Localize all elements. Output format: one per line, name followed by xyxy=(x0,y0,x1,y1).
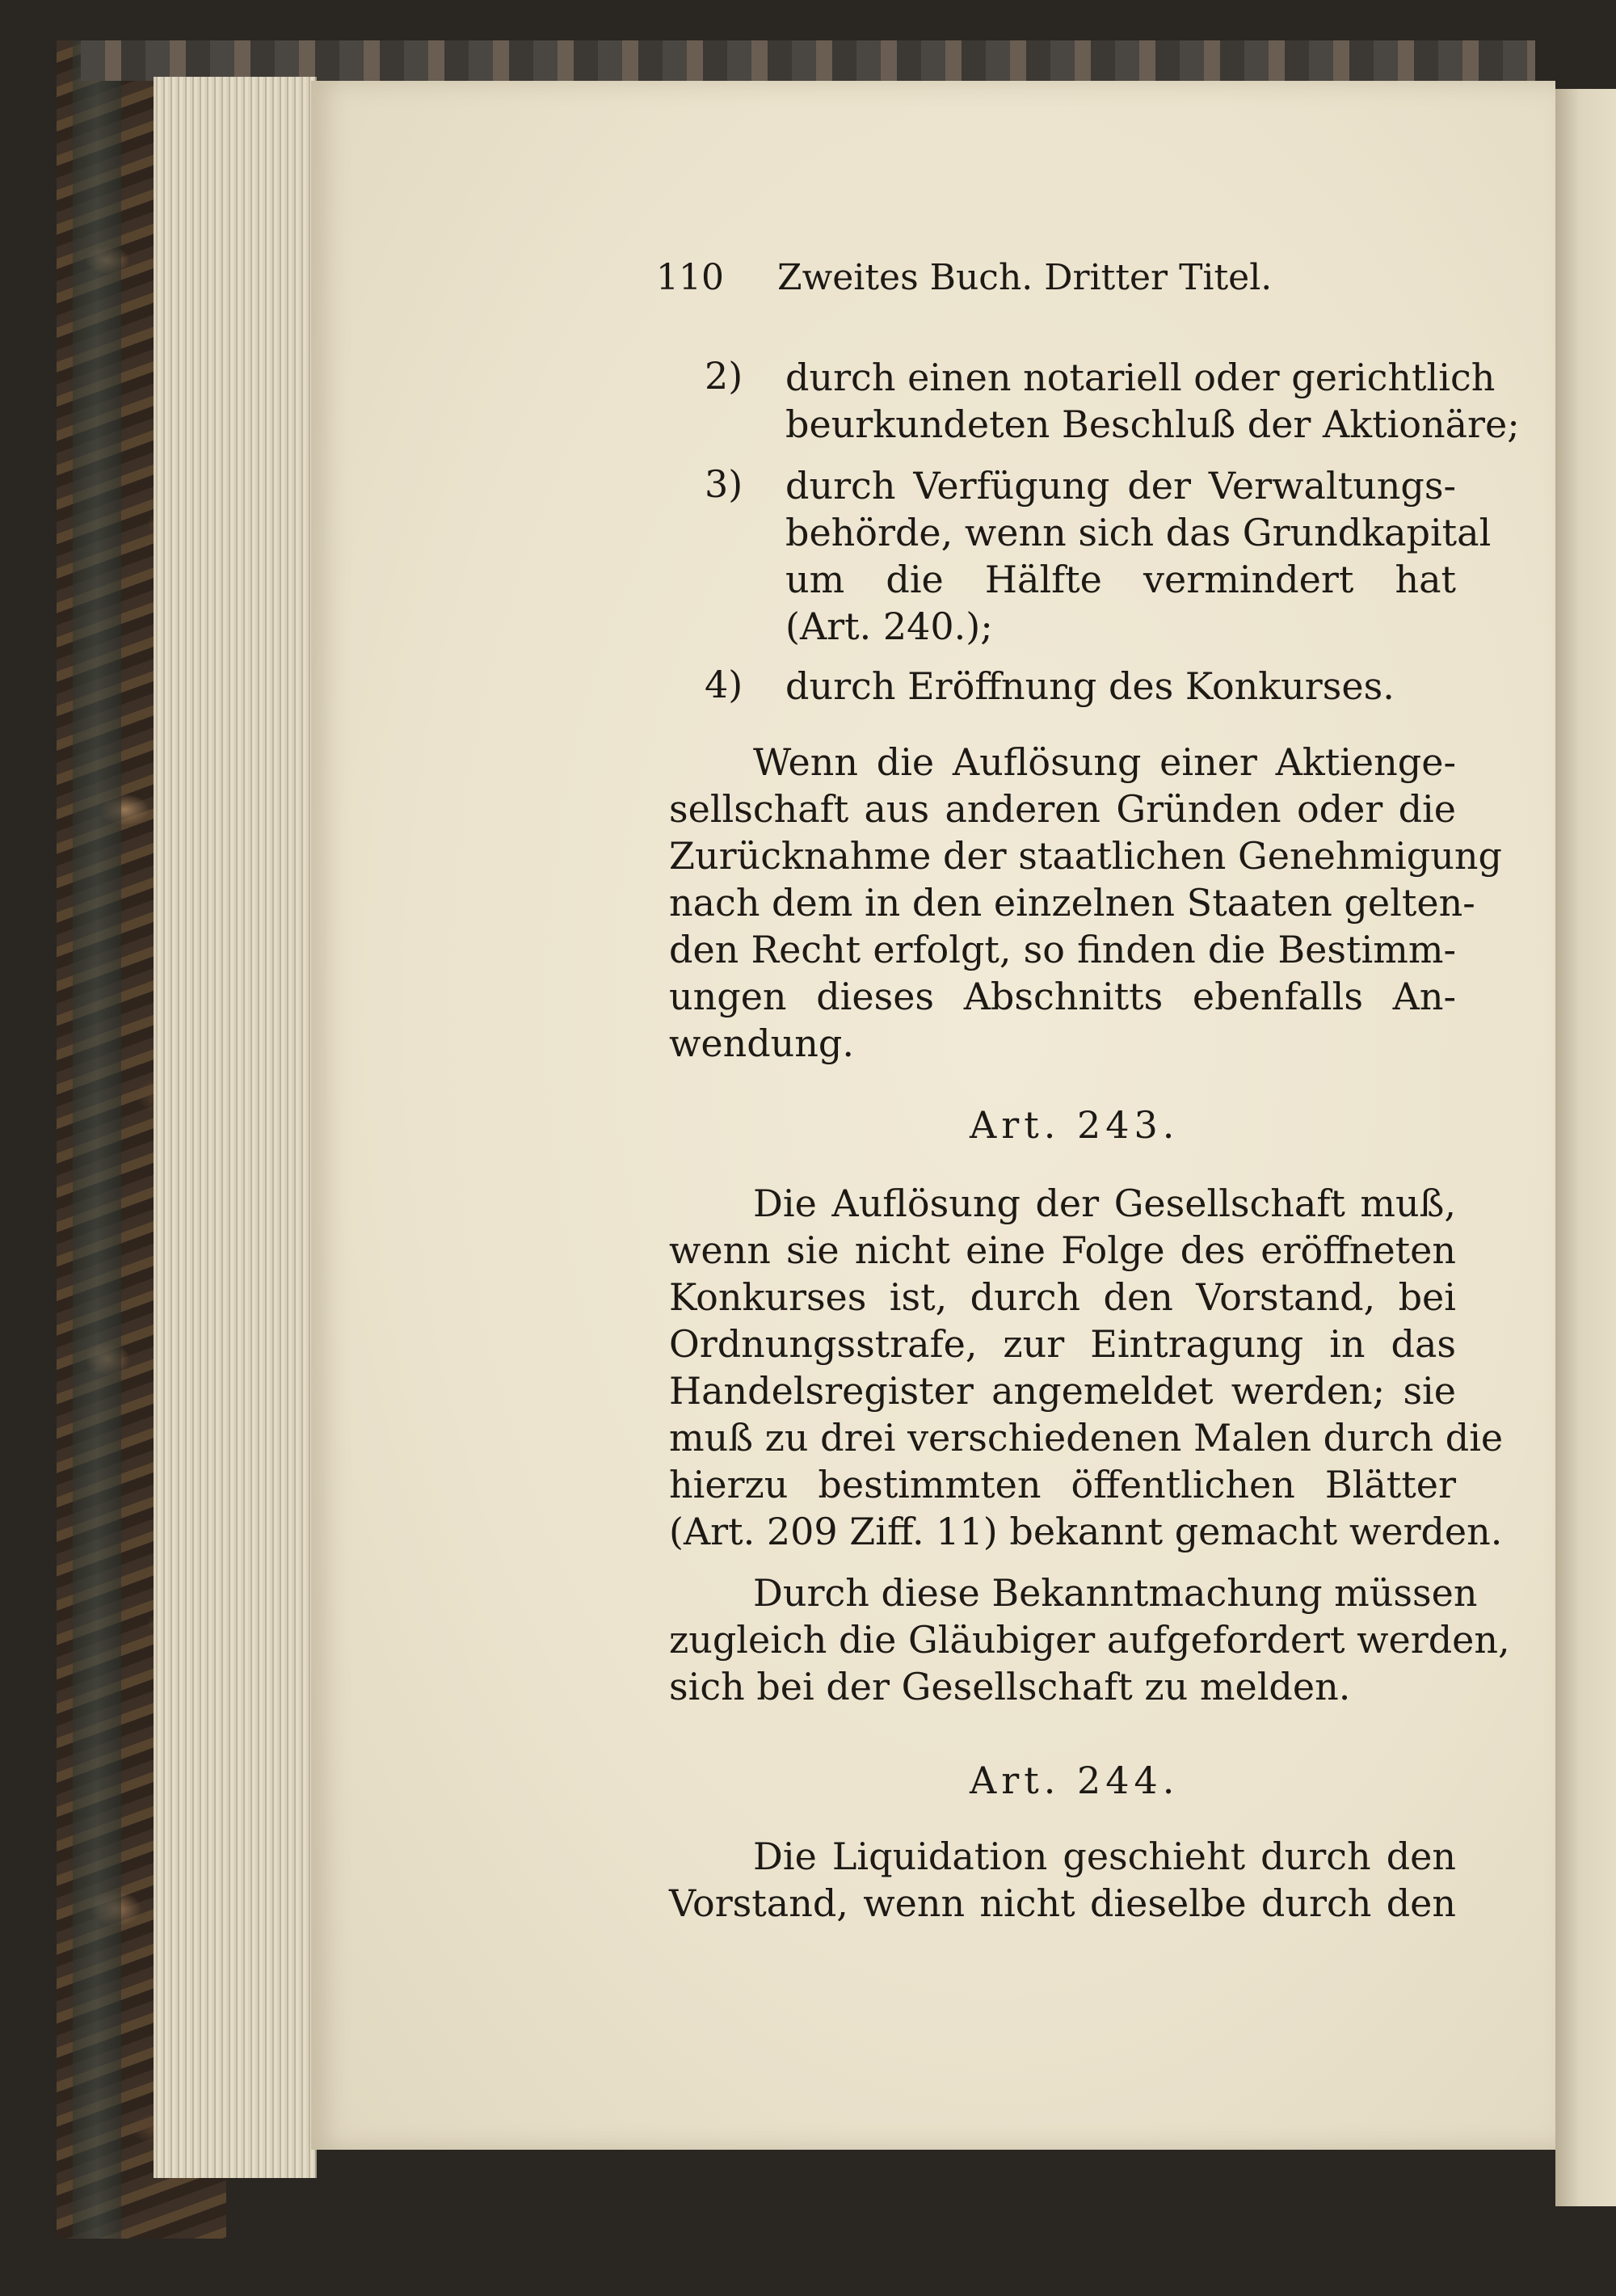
list-item-line: um die Hälfte vermindert hat xyxy=(785,558,1456,601)
paragraph-line: Durch diese Bekanntmachung müssen xyxy=(753,1571,1478,1615)
paragraph-line: Wenn die Auflösung einer Aktienge- xyxy=(753,740,1456,784)
paragraph-line: muß zu drei verschiedenen Malen durch die xyxy=(669,1416,1504,1460)
list-item-line: behörde, wenn sich das Grundkapital xyxy=(785,511,1492,554)
list-item-line: durch Verfügung der Verwaltungs- xyxy=(785,464,1456,508)
list-item-line: (Art. 240.); xyxy=(785,605,993,648)
paragraph-line: zugleich die Gläubiger aufgefordert werden, xyxy=(669,1618,1510,1662)
paragraph-line: Die Auflösung der Gesellschaft muß, xyxy=(753,1182,1456,1225)
article-heading: Art. 243. xyxy=(970,1103,1180,1147)
list-item-line: durch einen notariell oder gerichtlich xyxy=(785,356,1496,399)
list-item-number: 2) xyxy=(705,354,743,398)
paragraph-line: Zurücknahme der staatlichen Genehmigung xyxy=(669,834,1502,878)
paragraph-line: Handelsregister angemeldet werden; sie xyxy=(669,1369,1456,1413)
paragraph-line: Konkurses ist, durch den Vorstand, bei xyxy=(669,1275,1456,1319)
running-title: Zweites Buch. Dritter Titel. xyxy=(777,257,1273,298)
facing-page-edge xyxy=(1555,89,1616,2206)
paragraph-line: Vorstand, wenn nicht dieselbe durch den xyxy=(669,1881,1456,1925)
cover-spine-edge xyxy=(73,40,121,2239)
paragraph-line: nach dem in den einzelnen Staaten gelten- xyxy=(669,881,1475,925)
paragraph-line: wendung. xyxy=(669,1022,854,1065)
paragraph-line: den Recht erfolgt, so finden die Bestimm- xyxy=(669,928,1456,971)
paragraph-line: hierzu bestimmten öffentlichen Blätter xyxy=(669,1463,1456,1506)
article-heading: Art. 244. xyxy=(970,1759,1180,1802)
list-item-number: 4) xyxy=(705,663,743,706)
page-number: 110 xyxy=(656,257,724,298)
cover-top-edge xyxy=(81,40,1535,81)
list-item-number: 3) xyxy=(705,462,743,506)
running-header xyxy=(656,257,1302,298)
paragraph-line: ungen dieses Abschnitts ebenfalls An- xyxy=(669,975,1456,1018)
paragraph-line: wenn sie nicht eine Folge des eröffneten xyxy=(669,1228,1456,1272)
paragraph-line: Die Liquidation geschieht durch den xyxy=(753,1835,1456,1878)
page-edges xyxy=(154,77,317,2178)
list-item-line: durch Eröffnung des Konkurses. xyxy=(785,664,1395,708)
paragraph-line: (Art. 209 Ziff. 11) bekannt gemacht werden. xyxy=(669,1510,1503,1553)
paragraph-line: sellschaft aus anderen Gründen oder die xyxy=(669,787,1456,831)
paragraph-line: Ordnungsstrafe, zur Eintragung in das xyxy=(669,1322,1456,1366)
paragraph-line: sich bei der Gesellschaft zu melden. xyxy=(669,1665,1351,1708)
list-item-line: beurkundeten Beschluß der Aktionäre; xyxy=(785,402,1520,446)
